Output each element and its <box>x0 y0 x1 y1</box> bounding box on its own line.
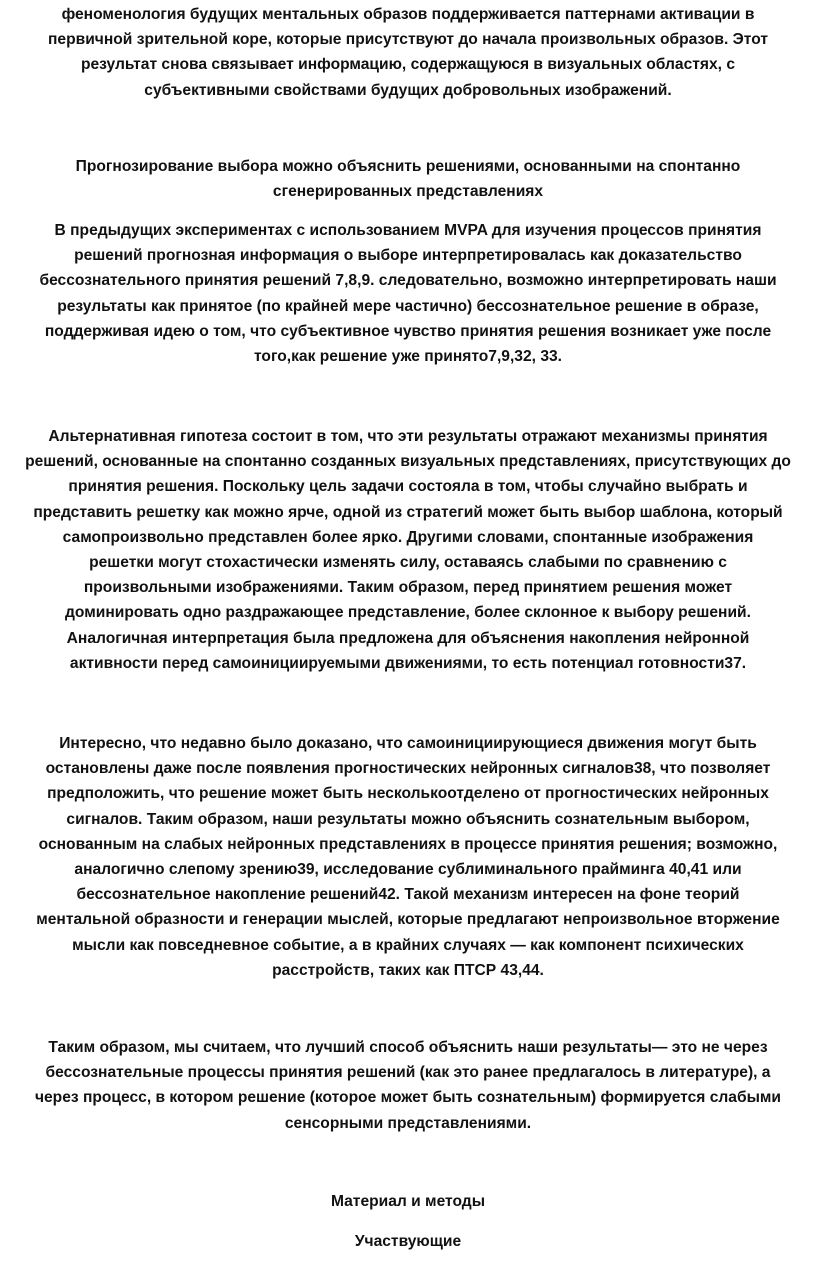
text-line: предположить, что решение может быть несколькоотделено от прогностических нейронных <box>47 785 769 803</box>
text-line: доминировать одно раздражающее представление, более склонное к выбору решений. <box>65 604 751 622</box>
paragraph-self-initiated-movements <box>0 731 816 983</box>
paragraph-conclusion <box>0 1035 816 1136</box>
text-line: произвольными изображениями. Таким образом, перед принятием решения может <box>83 579 733 597</box>
text-line: бессознательные процессы принятия решений (как это ранее предлагалось в литературе), а <box>45 1064 771 1082</box>
text-line: результат снова связывает информацию, содержащуюся в визуальных областях, с <box>80 56 736 74</box>
text-line: через процесс, в котором решение (которое может быть сознательным) формируется слабыми <box>34 1089 782 1107</box>
section-heading-materials-methods <box>0 1189 816 1214</box>
section-heading-participants <box>0 1229 816 1254</box>
text-line: остановлены даже после появления прогностических нейронных сигналов38, что позволяет <box>45 760 771 778</box>
text-line: Таким образом, мы считаем, что лучший способ объяснить наши результаты— это не через <box>48 1039 768 1056</box>
text-line: бессознательное накопление решений42. Такой механизм интересен на фоне теорий <box>76 886 740 904</box>
text-line: расстройств, таких как ПТСР 43,44. <box>272 961 544 979</box>
text-line: бессознательного принятия решений 7,8,9. следовательно, возможно интерпретировать наши <box>39 272 777 290</box>
text-line: основанным на слабых нейронных представлениях в процессе принятия решения; возможно, <box>38 835 778 853</box>
text-line: первичной зрительной коре, которые присутствуют до начала произвольных образов. Этот <box>48 31 768 49</box>
text-line: сенсорными представлениями. <box>284 1114 532 1132</box>
text-line: сигналов. Таким образом, наши результаты можно объяснить сознательным выбором, <box>66 810 750 828</box>
text-line: представить решетку как можно ярче, одной из стратегий может быть выбор шаблона, который <box>33 503 783 521</box>
text-line: В предыдущих экспериментах с использованием MVPA для изучения процессов принятия <box>54 222 762 239</box>
text-line: активности перед самоинициируемыми движениями, то есть потенциал готовности37. <box>69 654 747 672</box>
heading-line: Прогнозирование выбора можно объяснить решениями, основанными на спонтанно <box>75 158 741 175</box>
text-line: решений, основанные на спонтанно созданных визуальных представлениях, присутствующих до <box>25 453 791 471</box>
section-heading-choice-prediction <box>0 154 816 204</box>
text-line: решетки могут стохастически изменять силу, оставаясь слабыми по сравнению с <box>89 553 727 571</box>
heading-line: сгенерированных представлениях <box>272 183 544 201</box>
heading-line: Материал и методы <box>330 1193 486 1210</box>
heading-line: Участвующие <box>354 1233 462 1250</box>
text-line: того,как решение уже принято7,9,32, 33. <box>253 347 562 365</box>
text-line: самопроизвольно представлен более ярко. Другими словами, спонтанные изображения <box>62 528 754 546</box>
text-line: решений прогнозная информация о выборе интерпретировалась как доказательство <box>74 247 742 265</box>
text-line: результаты как принятое (по крайней мере частично) бессознательное решение в образе, <box>57 297 759 315</box>
text-line: ментальной образности и генерации мыслей, которые предлагают непроизвольное вторжение <box>36 911 780 929</box>
text-line: Интересно, что недавно было доказано, что самоинициирующиеся движения могут быть <box>59 735 757 752</box>
text-line: поддерживая идею о том, что субъективное чувство принятия решения возникает уже после <box>44 322 772 340</box>
paragraph-imagery-phenomenology <box>0 2 816 103</box>
paragraph-alternative-hypothesis <box>0 424 816 676</box>
text-line: субъективными свойствами будущих добровольных изображений. <box>144 81 672 99</box>
text-line: мысли как повседневное событие, а в крайних случаях — как компонент психических <box>72 936 744 954</box>
text-line: принятия решения. Поскольку цель задачи состояла в том, чтобы случайно выбрать и <box>68 478 748 496</box>
text-line: Альтернативная гипотеза состоит в том, что эти результаты отражают механизмы принятия <box>48 428 768 445</box>
text-line: Аналогичная интерпретация была предложена для объяснения накопления нейронной <box>66 629 750 647</box>
paragraph-mvpa-experiments <box>0 218 816 369</box>
text-line: аналогично слепому зрению39, исследование сублиминального прайминга 40,41 или <box>74 860 742 878</box>
text-line: феноменология будущих ментальных образов поддерживается паттернами активации в <box>61 6 755 23</box>
